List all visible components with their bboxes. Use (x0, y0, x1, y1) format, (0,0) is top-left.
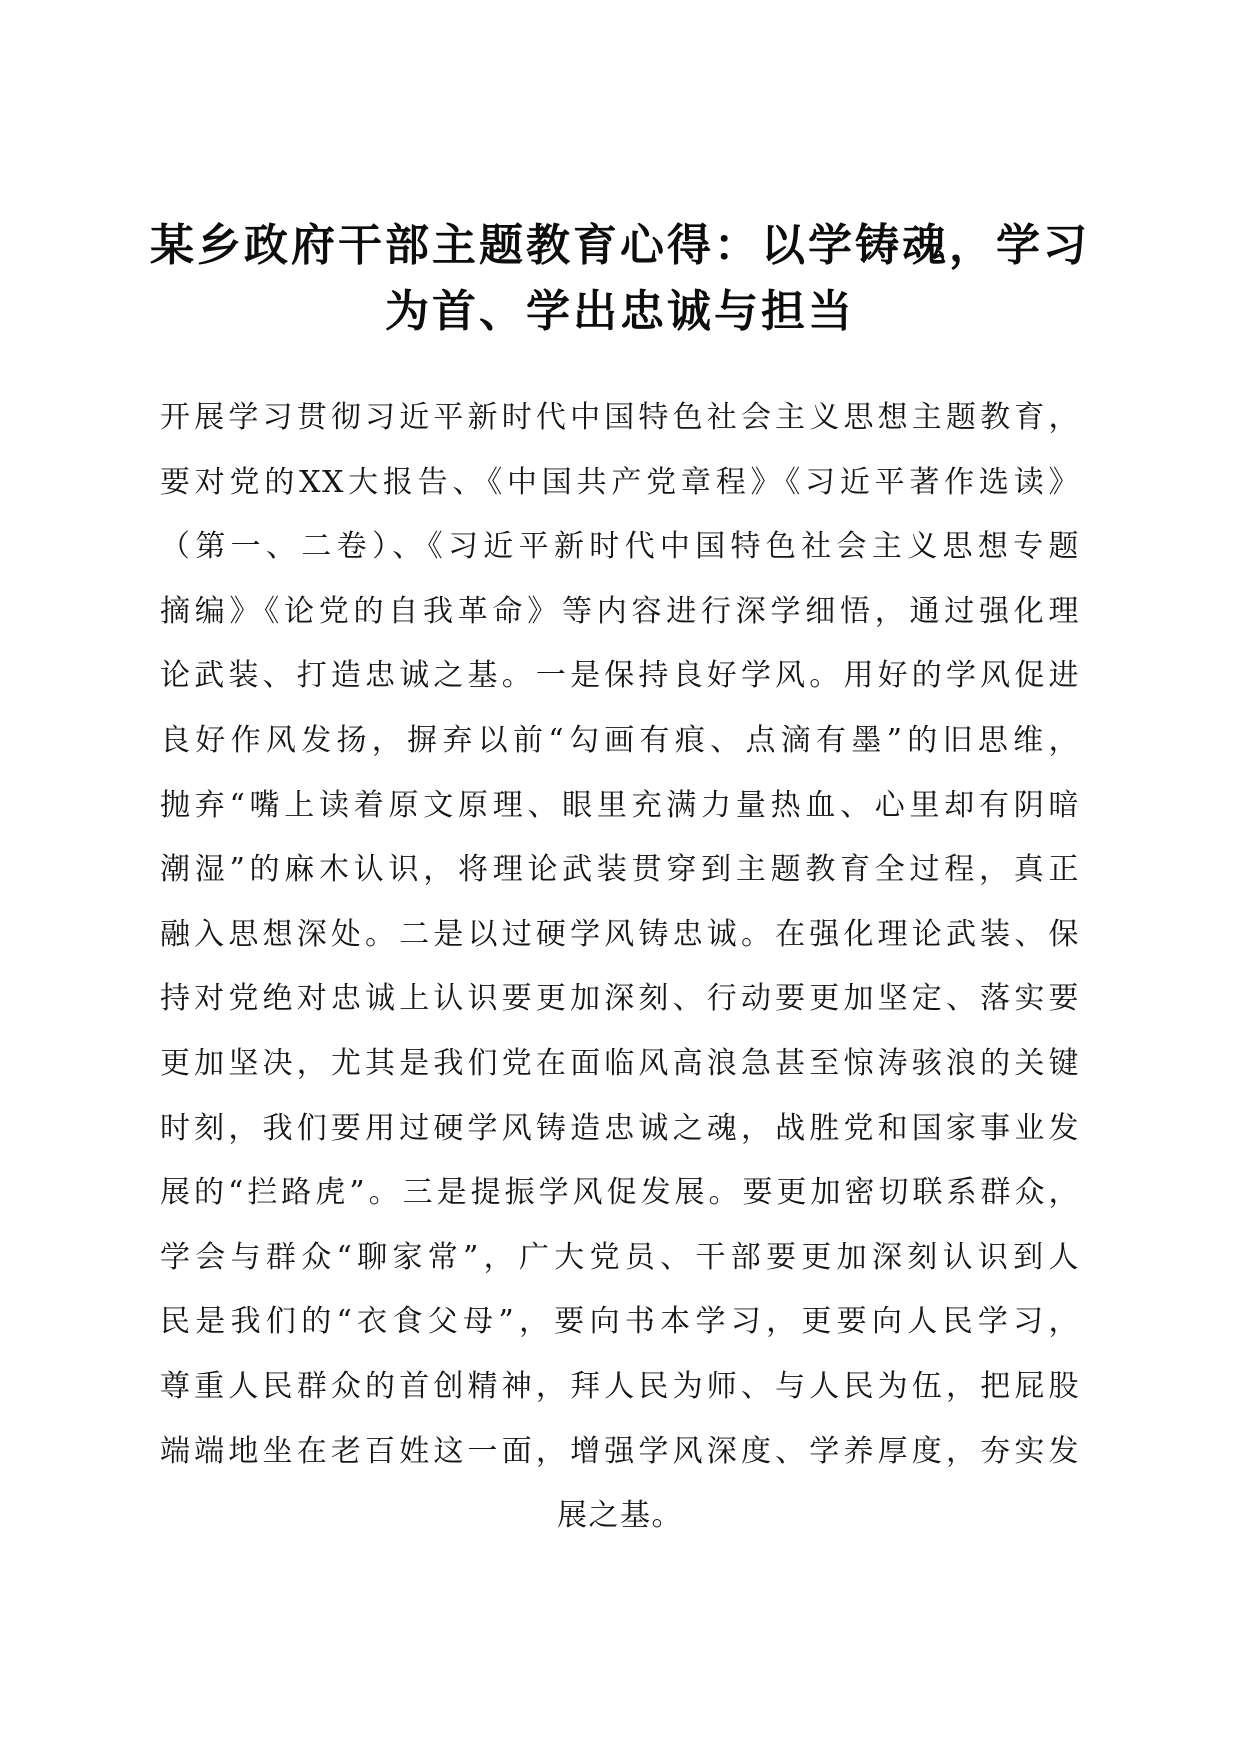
body-line: 展的“拦路虎”。三是提振学风促发展。要更加密切联系群众， (160, 1175, 1080, 1211)
title-line: 某乡政府干部主题教育心得：以学铸魂，学习 (150, 220, 1090, 271)
body-line: 持对党绝对忠诚上认识要更加深刻、行动要更加坚定、落实要 (160, 981, 1080, 1017)
body-line: 民是我们的“衣食父母”，要向书本学习，更要向人民学习， (160, 1304, 1080, 1340)
document-body (160, 386, 1080, 1549)
body-line: 时刻，我们要用过硬学风铸造忠诚之魂，战胜党和国家事业发 (160, 1110, 1080, 1146)
body-line: 良好作风发扬，摒弃以前“勾画有痕、点滴有墨”的旧思维， (160, 722, 1080, 758)
body-line: 展之基。 (557, 1498, 683, 1534)
body-line: 抛弃“嘴上读着原文原理、眼里充满力量热血、心里却有阴暗 (160, 787, 1080, 823)
document-title (140, 213, 1100, 345)
body-line: 论武装、打造忠诚之基。一是保持良好学风。用好的学风促进 (160, 658, 1080, 694)
body-line: 融入思想深处。二是以过硬学风铸忠诚。在强化理论武装、保 (160, 916, 1080, 952)
body-line: 摘编》《论党的自我革命》等内容进行深学细悟，通过强化理 (160, 593, 1080, 629)
body-line: 开展学习贯彻习近平新时代中国特色社会主义思想主题教育， (160, 400, 1080, 435)
body-line: 尊重人民群众的首创精神，拜人民为师、与人民为伍，把屁股 (160, 1368, 1080, 1404)
body-line: 端端地坐在老百姓这一面，增强学风深度、学养厚度，夯实发 (160, 1433, 1080, 1469)
body-line: 要对党的XX大报告、《中国共产党章程》《习近平著作选读》 (160, 464, 1080, 500)
body-line: 学会与群众“聊家常”，广大党员、干部要更加深刻认识到人 (160, 1239, 1080, 1275)
body-line: 更加坚决，尤其是我们党在面临风高浪急甚至惊涛骇浪的关键 (160, 1045, 1080, 1081)
title-line: 为首、学出忠诚与担当 (385, 286, 855, 337)
body-line: （第一、二卷）、《习近平新时代中国特色社会主义思想专题 (160, 529, 1080, 565)
body-line: 潮湿”的麻木认识，将理论武装贯穿到主题教育全过程，真正 (160, 852, 1080, 888)
